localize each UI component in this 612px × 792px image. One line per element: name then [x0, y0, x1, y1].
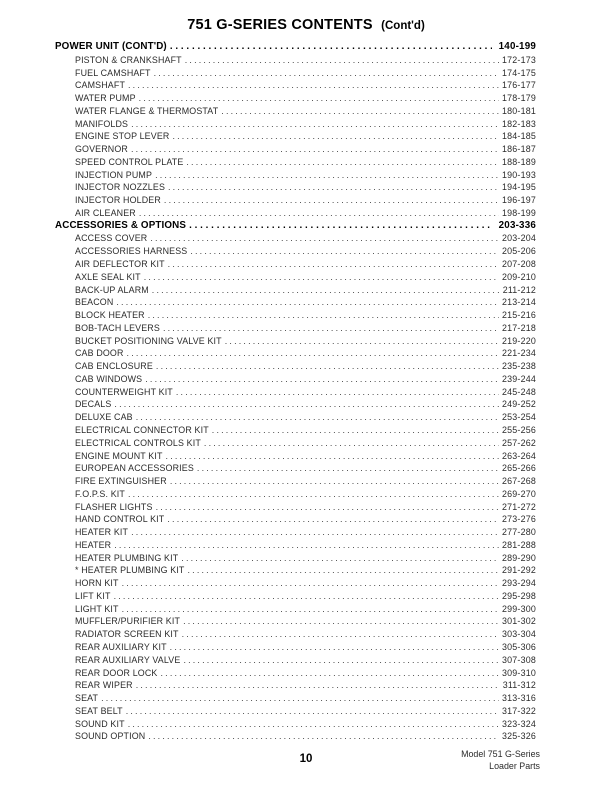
toc-entry-pages: 194-195	[502, 182, 536, 193]
toc-entry-label: ENGINE STOP LEVER	[75, 131, 170, 142]
toc-entry-label: INJECTOR HOLDER	[75, 195, 161, 206]
dot-leader	[114, 398, 499, 411]
toc-item-row	[55, 679, 536, 692]
toc-entry-pages: 245-248	[502, 386, 536, 397]
toc-entry-pages: 303-304	[502, 629, 536, 640]
toc-entry-pages: 255-256	[502, 424, 536, 435]
toc-entry-label: SOUND OPTION	[75, 731, 146, 742]
toc-entry-label: DECALS	[75, 399, 112, 410]
toc-entry-label: HEATER KIT	[75, 527, 129, 538]
footer-model-line: Model 751 G-Series	[461, 749, 540, 759]
toc-item-row	[55, 424, 536, 437]
toc-entry-pages: 249-252	[502, 399, 536, 410]
toc-entry-label: SPEED CONTROL PLATE	[75, 156, 184, 167]
toc-entry-pages: 307-308	[502, 654, 536, 665]
toc-entry-label: REAR AUXILIARY VALVE	[75, 654, 181, 665]
toc-entry-label: SOUND KIT	[75, 718, 125, 729]
dot-leader	[182, 628, 499, 641]
dot-leader	[183, 615, 499, 628]
toc-item-row	[55, 705, 536, 718]
toc-entry-pages: 309-310	[502, 667, 536, 678]
toc-item-row	[55, 628, 536, 641]
toc-entry-label: SEAT BELT	[75, 705, 123, 716]
dot-leader	[190, 245, 499, 258]
toc-entry-pages: 281-288	[502, 539, 536, 550]
toc-entry-label: WATER PUMP	[75, 93, 136, 104]
toc-entry-label: REAR DOOR LOCK	[75, 667, 158, 678]
toc-item-row	[55, 296, 536, 309]
toc-entry-pages: 263-264	[502, 450, 536, 461]
page-title-text: 751 G-SERIES CONTENTS	[187, 17, 373, 33]
dot-leader	[183, 654, 499, 667]
toc-entry-label: COUNTERWEIGHT KIT	[75, 386, 173, 397]
toc-entry-pages: 239-244	[502, 373, 536, 384]
toc-entry-label: DELUXE CAB	[75, 412, 133, 423]
dot-leader	[131, 143, 499, 156]
toc-item-row	[55, 513, 536, 526]
dot-leader	[145, 373, 499, 386]
toc-item-row	[55, 462, 536, 475]
toc-item-row	[55, 181, 536, 194]
dot-leader	[225, 335, 499, 348]
toc-entry-pages: 267-268	[502, 476, 536, 487]
toc-entry-pages: 203-204	[502, 233, 536, 244]
toc-item-row	[55, 335, 536, 348]
toc-entry-label: WATER FLANGE & THERMOSTAT	[75, 105, 219, 116]
dot-leader	[131, 118, 499, 131]
toc-entry-label: HEATER	[75, 539, 112, 550]
toc-entry-label: BLOCK HEATER	[75, 310, 145, 321]
toc-entry-label: BUCKET POSITIONING VALVE KIT	[75, 335, 222, 346]
dot-leader	[167, 513, 499, 526]
dot-leader	[170, 641, 499, 654]
dot-leader	[128, 488, 499, 501]
toc-entry-pages: 265-266	[502, 463, 536, 474]
toc-entry-pages: 317-322	[502, 705, 536, 716]
toc-entry-pages: 277-280	[502, 527, 536, 538]
toc-entry-label: FUEL CAMSHAFT	[75, 67, 151, 78]
dot-leader	[154, 67, 499, 80]
dot-leader	[148, 730, 499, 743]
toc-item-row	[55, 156, 536, 169]
dot-leader	[122, 577, 499, 590]
toc-entry-label: ENGINE MOUNT KIT	[75, 450, 163, 461]
toc-entry-pages: 211-212	[502, 284, 536, 295]
toc-item-row	[55, 271, 536, 284]
toc-item-row	[55, 79, 536, 92]
toc-item-row	[55, 564, 536, 577]
dot-leader	[186, 156, 499, 169]
toc-entry-label: ELECTRICAL CONNECTOR KIT	[75, 424, 209, 435]
toc-entry-pages: 188-189	[502, 156, 536, 167]
dot-leader	[128, 718, 499, 731]
dot-leader	[114, 590, 499, 603]
toc-entry-label: CAMSHAFT	[75, 80, 126, 91]
toc-item-row	[55, 118, 536, 131]
toc-entry-label: ELECTRICAL CONTROLS KIT	[75, 437, 201, 448]
toc-item-row	[55, 488, 536, 501]
toc-entry-pages: 313-316	[502, 693, 536, 704]
toc-item-row	[55, 692, 536, 705]
toc-entry-pages: 172-173	[502, 54, 536, 65]
toc-entry-label: CAB ENCLOSURE	[75, 361, 153, 372]
dot-leader	[189, 220, 492, 233]
toc-entry-pages: 190-193	[502, 169, 536, 180]
toc-entry-pages: 235-238	[502, 361, 536, 372]
toc-item-row	[55, 603, 536, 616]
page-title-suffix: (Cont'd)	[381, 20, 425, 32]
dot-leader	[221, 105, 499, 118]
toc-entry-label: MUFFLER/PURIFIER KIT	[75, 616, 181, 627]
toc-entry-pages: 269-270	[502, 488, 536, 499]
toc-entry-label: PISTON & CRANKSHAFT	[75, 54, 182, 65]
toc-item-row	[55, 552, 536, 565]
toc-item-row	[55, 590, 536, 603]
toc-entry-pages: 291-292	[502, 565, 536, 576]
toc-item-row	[55, 577, 536, 590]
toc-entry-pages: 213-214	[502, 297, 536, 308]
toc-entry-pages: 311-312	[502, 680, 536, 691]
toc-entry-pages: 271-272	[502, 501, 536, 512]
toc-entry-label: * HEATER PLUMBING KIT	[75, 565, 185, 576]
toc-entry-label: ACCESSORIES HARNESS	[75, 246, 188, 257]
dot-leader	[168, 258, 499, 271]
toc-entry-label: CAB WINDOWS	[75, 373, 143, 384]
toc-item-row	[55, 54, 536, 67]
dot-leader	[144, 271, 499, 284]
page-title	[0, 16, 612, 34]
toc-entry-pages: 301-302	[502, 616, 536, 627]
dot-leader	[176, 386, 499, 399]
toc-entry-label: ACCESS COVER	[75, 233, 148, 244]
dot-leader	[166, 450, 499, 463]
toc-entry-pages: 325-326	[502, 731, 536, 742]
toc-entry-pages: 180-181	[502, 105, 536, 116]
toc-entry-label: HORN KIT	[75, 578, 119, 589]
toc-entry-label: AXLE SEAL KIT	[75, 271, 141, 282]
toc-entry-label: AIR CLEANER	[75, 207, 136, 218]
toc-item-row	[55, 501, 536, 514]
toc-item-row	[55, 641, 536, 654]
dot-leader	[188, 564, 500, 577]
toc-entry-pages: 203-336	[498, 219, 536, 231]
toc-entry-pages: 176-177	[502, 80, 536, 91]
toc-entry-label: INJECTOR NOZZLES	[75, 182, 166, 193]
dot-leader	[150, 232, 499, 245]
dot-leader	[160, 667, 499, 680]
toc-entry-label: FIRE EXTINGUISHER	[75, 476, 167, 487]
dot-leader	[139, 92, 499, 105]
dot-leader	[136, 411, 499, 424]
toc-entry-pages: 217-218	[502, 322, 536, 333]
toc-item-row	[55, 373, 536, 386]
toc-entry-pages: 293-294	[502, 578, 536, 589]
toc-item-row	[55, 67, 536, 80]
toc-entry-pages: 198-199	[502, 207, 536, 218]
toc-entry-label: REAR AUXILIARY KIT	[75, 641, 167, 652]
toc-entry-label: HAND CONTROL KIT	[75, 514, 165, 525]
dot-leader	[185, 54, 499, 67]
toc-item-row	[55, 411, 536, 424]
toc-entry-label: F.O.P.S. KIT	[75, 488, 125, 499]
toc-entry-label: GOVERNOR	[75, 144, 128, 155]
dot-leader	[152, 284, 500, 297]
toc-entry-pages: 140-199	[498, 41, 536, 52]
dot-leader	[212, 424, 499, 437]
toc-entry-label: LIGHT KIT	[75, 603, 119, 614]
dot-leader	[148, 309, 499, 322]
toc-entry-pages: 207-208	[502, 259, 536, 270]
dot-leader	[114, 539, 499, 552]
toc-item-row	[55, 667, 536, 680]
toc-entry-label: INJECTION PUMP	[75, 169, 153, 180]
dot-leader	[128, 79, 499, 92]
toc-item-row	[55, 322, 536, 335]
toc-entry-label: MANIFOLDS	[75, 118, 129, 129]
toc-item-row	[55, 730, 536, 743]
toc-item-row	[55, 105, 536, 118]
toc-item-row	[55, 130, 536, 143]
dot-leader	[127, 347, 499, 360]
toc-item-row	[55, 450, 536, 463]
toc-item-row	[55, 258, 536, 271]
dot-leader	[172, 130, 499, 143]
dot-leader	[156, 501, 499, 514]
toc-item-row	[55, 386, 536, 399]
toc-section-row	[55, 41, 536, 54]
dot-leader	[170, 41, 492, 54]
dot-leader	[122, 603, 499, 616]
toc-item-row	[55, 207, 536, 220]
toc	[55, 41, 536, 743]
dot-leader	[126, 705, 499, 718]
toc-entry-label: RADIATOR SCREEN KIT	[75, 629, 179, 640]
dot-leader	[204, 437, 499, 450]
dot-leader	[181, 552, 499, 565]
dot-leader	[155, 169, 499, 182]
toc-entry-pages: 299-300	[502, 603, 536, 614]
toc-entry-label: EUROPEAN ACCESSORIES	[75, 463, 194, 474]
dot-leader	[164, 194, 499, 207]
toc-item-row	[55, 347, 536, 360]
toc-item-row	[55, 654, 536, 667]
toc-section-row	[55, 220, 536, 233]
toc-entry-pages: 178-179	[502, 93, 536, 104]
dot-leader	[168, 181, 499, 194]
toc-item-row	[55, 143, 536, 156]
footer-parts-line: Loader Parts	[489, 760, 540, 771]
toc-entry-pages: 221-234	[502, 348, 536, 359]
toc-entry-label: LIFT KIT	[75, 590, 111, 601]
toc-entry-pages: 182-183	[502, 118, 536, 129]
toc-item-row	[55, 539, 536, 552]
toc-entry-label: ACCESSORIES & OPTIONS	[55, 219, 187, 231]
toc-entry-pages: 289-290	[502, 552, 536, 563]
dot-leader	[170, 475, 499, 488]
toc-entry-pages: 196-197	[502, 195, 536, 206]
dot-leader	[101, 692, 499, 705]
toc-entry-pages: 186-187	[502, 144, 536, 155]
toc-entry-pages: 205-206	[502, 246, 536, 257]
toc-entry-label: REAR WIPER	[75, 680, 133, 691]
toc-item-row	[55, 245, 536, 258]
toc-item-row	[55, 475, 536, 488]
toc-item-row	[55, 169, 536, 182]
toc-entry-pages: 257-262	[502, 437, 536, 448]
toc-entry-pages: 295-298	[502, 590, 536, 601]
toc-entry-pages: 253-254	[502, 412, 536, 423]
toc-item-row	[55, 92, 536, 105]
page-number: 10	[299, 753, 313, 765]
toc-entry-pages: 174-175	[502, 67, 536, 78]
toc-entry-pages: 323-324	[502, 718, 536, 729]
toc-item-row	[55, 309, 536, 322]
dot-leader	[131, 526, 499, 539]
toc-item-row	[55, 232, 536, 245]
toc-item-row	[55, 194, 536, 207]
toc-entry-label: BACK-UP ALARM	[75, 284, 149, 295]
toc-item-row	[55, 437, 536, 450]
toc-item-row	[55, 284, 536, 297]
dot-leader	[136, 679, 500, 692]
toc-entry-label: HEATER PLUMBING KIT	[75, 552, 179, 563]
toc-entry-label: POWER UNIT (CONT'D)	[55, 41, 167, 52]
toc-entry-label: CAB DOOR	[75, 348, 124, 359]
toc-entry-pages: 305-306	[502, 641, 536, 652]
toc-entry-label: AIR DEFLECTOR KIT	[75, 259, 165, 270]
toc-entry-label: SEAT	[75, 693, 99, 704]
toc-item-row	[55, 718, 536, 731]
toc-entry-pages: 184-185	[502, 131, 536, 142]
toc-entry-pages: 273-276	[502, 514, 536, 525]
toc-entry-label: BEACON	[75, 297, 114, 308]
toc-item-row	[55, 398, 536, 411]
dot-leader	[139, 207, 499, 220]
toc-item-row	[55, 360, 536, 373]
toc-item-row	[55, 615, 536, 628]
toc-entry-pages: 219-220	[502, 335, 536, 346]
dot-leader	[197, 462, 499, 475]
footer-model-info	[461, 749, 540, 772]
dot-leader	[156, 360, 499, 373]
dot-leader	[116, 296, 499, 309]
toc-entry-label: BOB-TACH LEVERS	[75, 322, 160, 333]
dot-leader	[163, 322, 499, 335]
toc-entry-label: FLASHER LIGHTS	[75, 501, 153, 512]
toc-item-row	[55, 526, 536, 539]
toc-entry-pages: 209-210	[502, 271, 536, 282]
toc-entry-pages: 215-216	[502, 310, 536, 321]
